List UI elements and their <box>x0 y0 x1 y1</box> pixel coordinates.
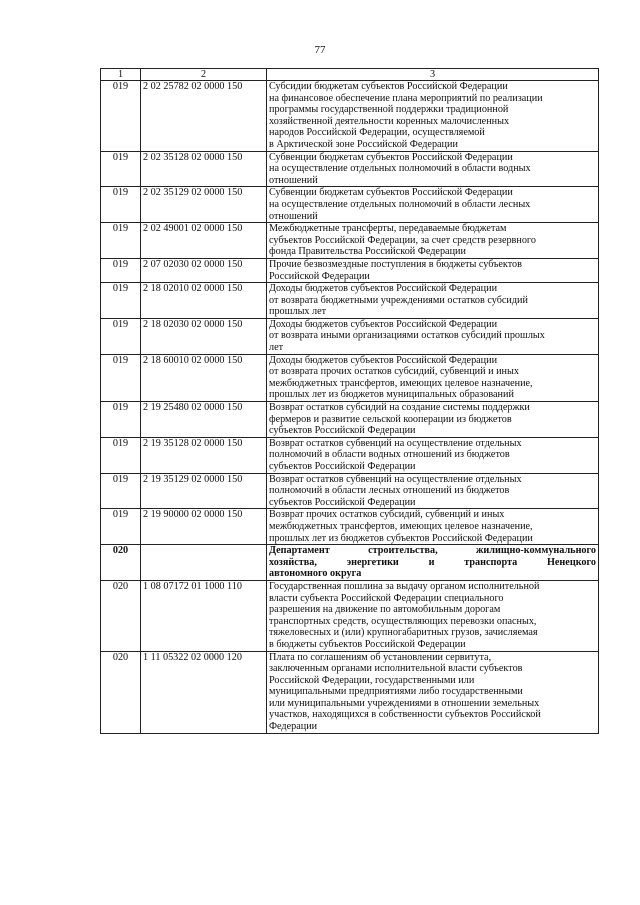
description-line: на осуществление отдельных полномочий в области лесных <box>269 198 531 210</box>
admin-code-cell: 020 <box>101 580 141 651</box>
budget-classification-code-cell: 2 19 35128 02 0000 150 <box>141 437 267 473</box>
description-line: субъектов Российской Федерации <box>269 496 416 508</box>
description-line: хозяйственной деятельности коренных малочисленных <box>269 115 510 127</box>
description-line: Доходы бюджетов субъектов Российской Федерации <box>269 283 498 295</box>
description-line: прошлых лет <box>269 306 327 318</box>
description-cell <box>267 402 599 438</box>
description-line: тяжеловесных и (или) крупногабаритных грузов, зачисляемая <box>269 627 538 639</box>
table-row <box>101 402 599 438</box>
page-number: 77 <box>314 44 326 56</box>
description-line: Возврат остатков субсидий на создание системы поддержки <box>269 402 530 414</box>
budget-classification-code-cell: 2 02 49001 02 0000 150 <box>141 223 267 259</box>
budget-classification-code-cell: 2 19 90000 02 0000 150 <box>141 509 267 545</box>
description-cell <box>267 187 599 223</box>
column-header-3: 3 <box>267 69 599 81</box>
admin-code-cell: 019 <box>101 258 141 282</box>
description-line: фермеров и развитие сельской кооперации из бюджетов <box>269 413 512 425</box>
description-line: Российской Федерации <box>269 270 370 282</box>
table-row <box>101 473 599 509</box>
admin-code-cell: 020 <box>101 545 141 581</box>
table-row <box>101 258 599 282</box>
description-line: субъектов Российской Федерации <box>269 461 416 472</box>
budget-classification-code-cell: 1 11 05322 02 0000 120 <box>141 651 267 733</box>
table-row <box>101 223 599 259</box>
budget-classification-code-cell <box>141 545 267 581</box>
description-cell <box>267 651 599 733</box>
table-row <box>101 151 599 187</box>
description-line: Возврат остатков субвенций на осуществление отдельных <box>269 437 522 449</box>
admin-code-cell: 019 <box>101 283 141 319</box>
description-cell <box>267 545 599 581</box>
description-line: отношений <box>269 174 318 186</box>
budget-classification-code-cell: 2 18 60010 02 0000 150 <box>141 354 267 401</box>
admin-code-cell: 019 <box>101 223 141 259</box>
description-line: на осуществление отдельных полномочий в области водных <box>269 163 531 175</box>
column-header-1: 1 <box>101 69 141 81</box>
description-cell <box>267 437 599 473</box>
description-line: фонда Правительства Российской Федерации <box>269 246 466 258</box>
description-cell <box>267 473 599 509</box>
description-line: Доходы бюджетов субъектов Российской Федерации <box>269 354 498 366</box>
admin-code-cell: 019 <box>101 437 141 473</box>
description-line: Федерации <box>269 721 318 733</box>
description-line: межбюджетных трансфертов, имеющих целевое назначение, <box>269 377 533 389</box>
admin-code-cell: 020 <box>101 651 141 733</box>
description-line: Доходы бюджетов субъектов Российской Федерации <box>269 318 498 330</box>
budget-classification-code-cell: 2 19 25480 02 0000 150 <box>141 402 267 438</box>
description-cell <box>267 509 599 545</box>
description-cell <box>267 318 599 354</box>
description-line: заключенным органами исполнительной власти субъектов <box>269 663 523 675</box>
description-line: прошлых лет из бюджетов субъектов Российской Федерации <box>269 532 533 544</box>
description-line: Субвенции бюджетам субъектов Российской Федерации <box>269 151 513 163</box>
admin-code-cell: 019 <box>101 187 141 223</box>
description-cell <box>267 81 599 152</box>
description-line: Российской Федерации, государственными или <box>269 674 475 686</box>
description-line: муниципальными предприятиями либо государственными <box>269 686 523 698</box>
budget-classification-code-cell: 2 02 35129 02 0000 150 <box>141 187 267 223</box>
admin-code-cell: 019 <box>101 473 141 509</box>
description-line: Субсидии бюджетам субъектов Российской Федерации <box>269 81 508 92</box>
budget-classification-code-cell: 2 07 02030 02 0000 150 <box>141 258 267 282</box>
table-body <box>101 81 599 734</box>
admin-code-cell: 019 <box>101 81 141 152</box>
description-line: разрешения на движение по автомобильным дорогам <box>269 604 501 616</box>
column-header-2: 2 <box>141 69 267 81</box>
budget-classification-code-cell: 2 18 02030 02 0000 150 <box>141 318 267 354</box>
description-line: Государственная пошлина за выдачу органом исполнительной <box>269 580 540 592</box>
table-row <box>101 81 599 152</box>
description-line: Межбюджетные трансферты, передаваемые бюджетам <box>269 223 507 235</box>
description-line: субъектов Российской Федерации, за счет средств резервного <box>269 234 536 246</box>
budget-classification-code-cell: 2 02 35128 02 0000 150 <box>141 151 267 187</box>
description-line: субъектов Российской Федерации <box>269 425 416 437</box>
description-line: программы государственной поддержки традиционной <box>269 104 509 116</box>
description-line: от возврата бюджетными учреждениями остатков субсидий <box>269 294 528 306</box>
admin-code-cell: 019 <box>101 318 141 354</box>
admin-code-cell: 019 <box>101 509 141 545</box>
description-cell <box>267 354 599 401</box>
budget-classification-code-cell: 1 08 07172 01 1000 110 <box>141 580 267 651</box>
description-cell <box>267 151 599 187</box>
budget-classification-code-cell: 2 02 25782 02 0000 150 <box>141 81 267 152</box>
description-cell <box>267 283 599 319</box>
description-line: полномочий в области лесных отношений из бюджетов <box>269 485 510 497</box>
description-cell <box>267 223 599 259</box>
table-row <box>101 437 599 473</box>
description-line: отношений <box>269 210 318 222</box>
table-header-row <box>101 69 599 81</box>
description-line: межбюджетных трансфертов, имеющих целевое назначение, <box>269 520 533 532</box>
description-line: транспортных средств, осуществляющих перевозки опасных, <box>269 615 537 627</box>
admin-code-cell: 019 <box>101 402 141 438</box>
description-line: Возврат прочих остатков субсидий, субвенций и иных <box>269 509 505 521</box>
description-line: в Арктической зоне Российской Федерации <box>269 138 458 150</box>
description-line: Возврат остатков субвенций на осуществление отдельных <box>269 473 522 485</box>
table-row <box>101 187 599 223</box>
description-line: Плата по соглашениям об установлении сервитута, <box>269 651 492 663</box>
description-line: от возврата прочих остатков субсидий, субвенций и иных <box>269 366 519 378</box>
table-row <box>101 509 599 545</box>
description-line: народов Российской Федерации, осуществляемой <box>269 127 485 139</box>
budget-classification-code-cell: 2 18 02010 02 0000 150 <box>141 283 267 319</box>
description-line: полномочий в области водных отношений из бюджетов <box>269 449 510 461</box>
description-line: участков, находящихся в собственности субъектов Российской <box>269 709 541 721</box>
description-line: в бюджеты субъектов Российской Федерации <box>269 638 466 650</box>
admin-code-cell: 019 <box>101 151 141 187</box>
description-line: автономного округа <box>269 568 362 580</box>
description-cell <box>267 580 599 651</box>
table-row <box>101 318 599 354</box>
section-header-row <box>101 545 599 581</box>
revenue-codes-table <box>100 68 599 734</box>
table-row <box>101 651 599 733</box>
description-line: на финансовое обеспечение плана мероприятий по реализации <box>269 92 543 104</box>
description-line: лет <box>269 342 284 354</box>
table-row <box>101 354 599 401</box>
budget-classification-code-cell: 2 19 35129 02 0000 150 <box>141 473 267 509</box>
description-cell <box>267 258 599 282</box>
description-line: или муниципальными учреждениями в отношении земельных <box>269 697 540 709</box>
description-line: хозяйства, энергетики и транспорта Ненецкого <box>269 556 596 568</box>
description-line: Прочие безвозмездные поступления в бюджеты субъектов <box>269 258 522 270</box>
description-line: власти субъекта Российской Федерации специального <box>269 592 504 604</box>
table-row <box>101 283 599 319</box>
table-row <box>101 580 599 651</box>
description-line: от возврата иными организациями остатков субсидий прошлых <box>269 330 545 342</box>
description-line: прошлых лет из бюджетов муниципальных образований <box>269 389 514 401</box>
description-line: Субвенции бюджетам субъектов Российской Федерации <box>269 187 513 199</box>
admin-code-cell: 019 <box>101 354 141 401</box>
description-line: Департамент строительства, жилищно-коммунального <box>269 545 596 557</box>
